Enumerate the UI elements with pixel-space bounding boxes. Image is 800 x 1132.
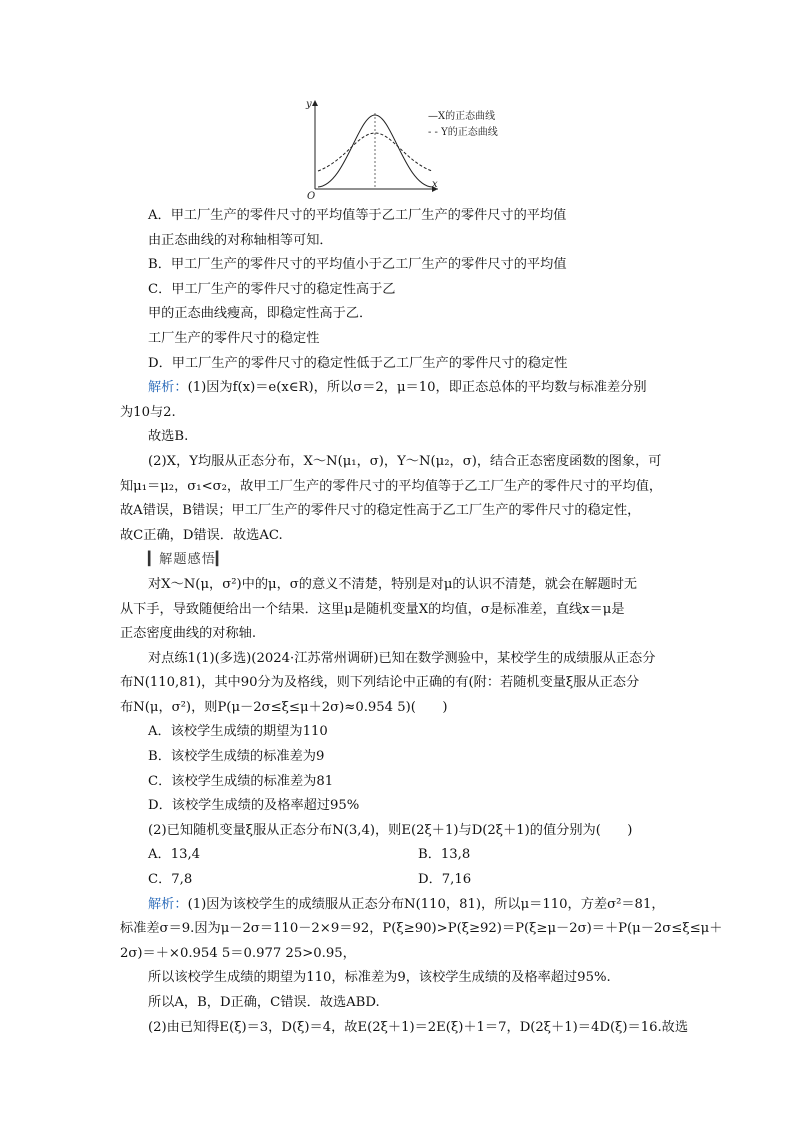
insight-line-2: 从下手，导致随便给出一个结果．这里μ是随机变量X的均值，σ是标准差，直线x＝μ是 (120, 601, 625, 617)
solution-2-line-3: 2σ)＝＋×0.954 5＝0.977 25>0.95， (120, 945, 356, 961)
question-2-option-c: C．7,8 (148, 872, 193, 888)
legend-x: —X的正态曲线 (428, 111, 496, 122)
question-2-option-d: D．7,16 (418, 872, 472, 888)
option-d: D．甲工厂生产的零件尺寸的稳定性低于乙工厂生产的零件尺寸的稳定性 (148, 355, 568, 371)
practice-option-b: B．该校学生成绩的标准差为9 (148, 749, 325, 765)
legend-y: - - Y的正态曲线 (428, 127, 498, 138)
practice-line-3: 布N(μ，σ²)，则P(μ－2σ≤ξ≤μ＋2σ)≈0.954 5)( ) (120, 699, 448, 715)
insight-line-1: 对X～N(μ，σ²)中的μ，σ的意义不清楚，特别是对μ的认识不清楚，就会在解题时无 (148, 576, 638, 592)
option-c-note: 甲的正态曲线瘦高，即稳定性高于乙． (148, 306, 373, 322)
option-c-note-2: 工厂生产的零件尺寸的稳定性 (148, 330, 320, 346)
solution-1-line-3: 故选B. (148, 429, 189, 445)
option-c: C．甲工厂生产的零件尺寸的稳定性高于乙 (148, 281, 396, 297)
normal-curve-figure (300, 95, 540, 205)
practice-option-c: C．该校学生成绩的标准差为81 (148, 773, 334, 789)
option-a-note: 由正态曲线的对称轴相等可知． (148, 232, 333, 248)
solution-1-line-6: 故A错误，B错误；甲工厂生产的零件尺寸的稳定性高于乙工厂生产的零件尺寸的稳定性， (120, 503, 641, 519)
insight-tag: ▎解题感悟▎ (148, 552, 228, 568)
practice-option-a: A．该校学生成绩的期望为110 (148, 724, 328, 740)
solution-label: 解析： (148, 380, 188, 396)
practice-line-1: 对点练1(1)(多选)(2024·江苏常州调研)已知在数学测验中，某校学生的成绩服从正态分 (148, 650, 656, 666)
y-axis-arrow (312, 100, 318, 106)
practice-question-2: (2)已知随机变量ξ服从正态分布N(3,4)，则E(2ξ＋1)与D(2ξ＋1)的值分别为( ) (148, 822, 633, 838)
x-axis-label: x (432, 179, 438, 190)
option-a: A．甲工厂生产的零件尺寸的平均值等于乙工厂生产的零件尺寸的平均值 (148, 208, 567, 223)
document-body (120, 204, 723, 1040)
insight-line-3: 正态密度曲线的对称轴. (120, 626, 257, 642)
solution-2-line-4: 所以该校学生成绩的期望为110，标准差为9，该校学生成绩的及格率超过95%. (148, 970, 611, 986)
solution-2-line-6: (2)由已知得E(ξ)＝3，D(ξ)＝4，故E(2ξ＋1)＝2E(ξ)＋1＝7，D(2ξ＋1)＝4D(ξ)＝16.故选 (148, 1019, 689, 1035)
solution-1-line-4: (2)X，Y均服从正态分布，X～N(μ₁，σ)，Y～N(μ₂，σ)，结合正态密度函数的图象，可 (148, 453, 662, 469)
question-2-option-a: A．13,4 (148, 847, 201, 863)
question-2-option-b: B．13,8 (418, 847, 471, 863)
y-axis-label: y (306, 99, 312, 110)
origin-label: O (307, 191, 316, 202)
question-2-options-row-1 (120, 843, 688, 868)
solution-1-line-2: 为10与2. (120, 404, 176, 420)
practice-option-d: D．该校学生成绩的及格率超过95% (148, 798, 360, 814)
solution-2-line-2: 标准差σ＝9.因为μ－2σ＝110－2×9＝92，P(ξ≥90)>P(ξ≥92)＝P(ξ≥μ－2σ)＝＋P(μ－2σ≤ξ≤μ＋ (120, 921, 723, 937)
solution-2-text: (1)因为该校学生的成绩服从正态分布N(110，81)，所以μ＝110，方差σ²＝81， (187, 896, 665, 912)
solution-2-line-5: 所以A，B，D正确，C错误．故选ABD. (148, 995, 380, 1010)
solution-1-line-7: 故C正确，D错误．故选AC. (120, 527, 283, 543)
solution-1-line-5: 知μ₁＝μ₂，σ₁<σ₂，故甲工厂生产的零件尺寸的平均值等于乙工厂生产的零件尺寸的平均值， (120, 478, 663, 494)
solution-1-line-1 (120, 376, 688, 401)
solution-2-line-1 (120, 893, 688, 918)
solution-1-text: (1)因为f(x)＝e(x∈R)，所以σ＝2，μ＝10，即正态总体的平均数与标准差分别 (187, 380, 647, 396)
solution-label: 解析： (148, 896, 188, 912)
question-2-options-row-2 (120, 868, 688, 893)
practice-line-2: 布N(110,81)，其中90分为及格线，则下列结论中正确的有(附：若随机变量ξ服从正态分 (120, 675, 640, 691)
option-b: B．甲工厂生产的零件尺寸的平均值小于乙工厂生产的零件尺寸的平均值 (148, 257, 567, 273)
normal-curve-svg (300, 95, 540, 205)
